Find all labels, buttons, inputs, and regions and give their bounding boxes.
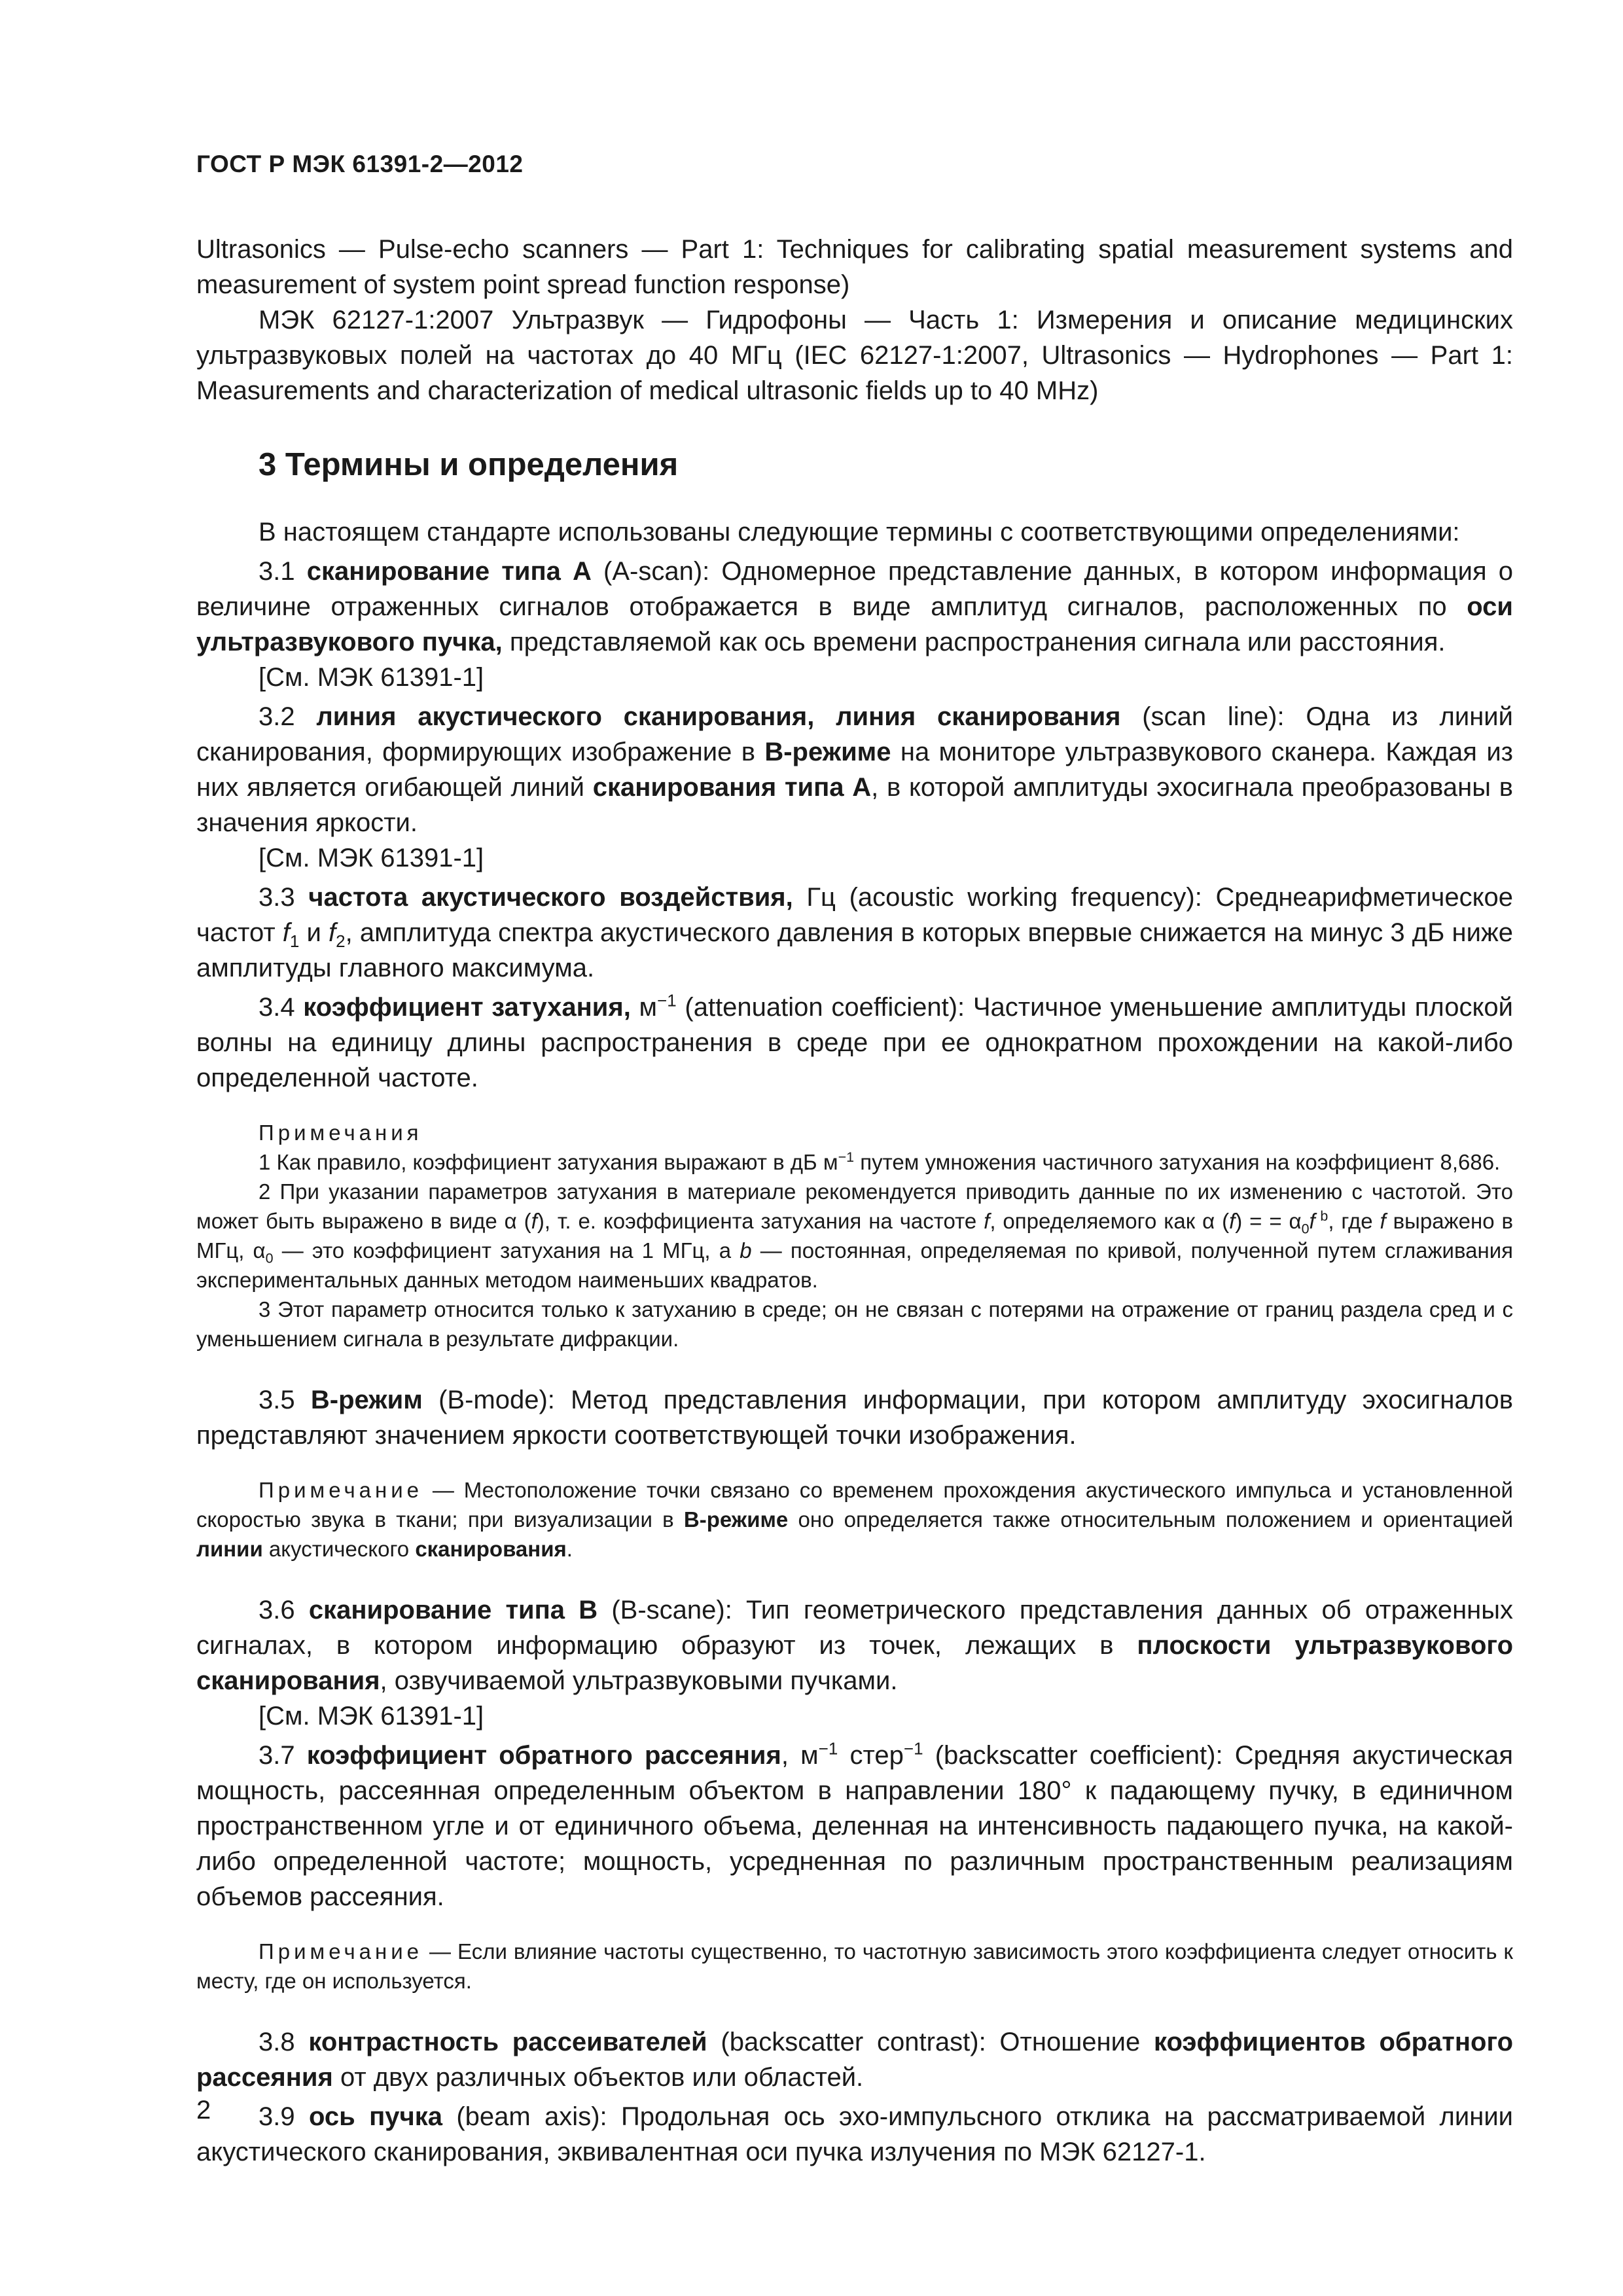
note-1: 1 Как правило, коэффициент затухания выражают в дБ $м^{-1}$ путем умножения частичного затухания на коэффициент 8,686. [259,1149,1501,1174]
term-3-9: 3.9 ось пучка (beam axis): Продольная ось эхо-импульсного отклика на рассматриваемой линии акустического сканирования, эквивалентная оси пучка излучения по МЭК 62127-1. [196,2102,1514,2166]
page-number: 2 [196,2096,211,2125]
document-page [196,151,1513,2170]
section-intro: В настоящем стандарте использованы следующие термины с соответствующими определениями: [259,518,1460,547]
note-3-5: Примечание — Местоположение точки связано со временем прохождения акустического импульса и установленной скоростью звука в ткани; при визуализации в В-режиме оно определяется также относительным положением и ориентацией линии акустического сканирования. [196,1478,1513,1561]
term-3-7: 3.7 коэффициент обратного рассеяния, $м^{-1}$ стер$^{-1}$ (backscatter coefficient): Средняя акустическая мощность, рассеянная определенным объектом в направлении 180° к падающему пучку, в единичном пространственном угле и от единичного объема, деленная на интенсивность падающего пучка, на какой-либо определенной частоте; мощность, усредненная по различным пространственным реализациям объемов рассеяния. [196,1738,1513,1911]
document-header: ГОСТ Р МЭК 61391-2—2012 [196,151,524,177]
reference-paragraph: МЭК 62127-1:2007 Ультразвук — Гидрофоны — Часть 1: Измерения и описание медицинских ультразвуковых полей на частотах до 40 МГц (IEC 62127-1:2007, Ultrasonics — Hydrophones — Part 1: Measurements and characterization of medical ultrasonic fields up to 40 MHz) [196,306,1513,405]
see-reference: [См. МЭК 61391-1] [259,844,484,872]
term-3-2: 3.2 линия акустического сканирования, линия сканирования (scan line): Одна из линий сканирования, формирующих изображение в В-режиме на мониторе ультразвукового сканера. Каждая из них является огибающей линий сканирования типа А, в которой амплитуды эхосигнала преобразованы в значения яркости. [196,702,1513,837]
see-reference: [См. МЭК 61391-1] [259,663,484,692]
reference-paragraph: Ultrasonics — Pulse-echo scanners — Part 1: Techniques for calibrating spatial measurement systems and measurement of system point spread function response) [196,235,1513,299]
term-3-8: 3.8 контрастность рассеивателей (backscatter contrast): Отношение коэффициентов обратного рассеяния от двух различных объектов или областей. [196,2028,1514,2092]
term-3-3: 3.3 частота акустического воздействия, Гц (acoustic working frequency): Среднеарифметическое частот $f_1$ и $f_2$, амплитуда спектра акустического давления в которых впервые снижается на минус 3 дБ ниже амплитуды главного максимума. [196,883,1514,982]
see-reference: [См. МЭК 61391-1] [259,1702,484,1731]
note-3-7: Примечание — Если влияние частоты существенно, то частотную зависимость этого коэффициента следует относить к месту, где он используется. [196,1939,1513,1993]
section-title: 3 Термины и определения [259,447,679,482]
note-3: 3 Этот параметр относится только к затуханию в среде; он не связан с потерями на отражение от границ раздела сред и с уменьшением сигнала в результате дифракции. [196,1297,1513,1351]
term-3-5: 3.5 В-режим (B-mode): Метод представления информации, при котором амплитуду эхосигналов представляют значением яркости соответствующей точки изображения. [196,1386,1513,1450]
term-3-4: 3.4 коэффициент затухания, $м^{-1}$ (attenuation coefficient): Частичное уменьшение амплитуды плоской волны на единицу длины распространения в среде при ее однократном прохождении на какой-либо определенной частоте. [196,990,1513,1092]
term-3-1: 3.1 сканирование типа А (A-scan): Одномерное представление данных, в котором информация о величине отраженных сигналов отображается в виде амплитуд сигналов, расположенных по оси ультразвукового пучка, представляемой как ось времени распространения сигнала или расстояния. [196,557,1513,656]
note-2: 2 При указании параметров затухания в материале рекомендуется приводить данные по их изменению с частотой. Это может быть выражено в виде α (f), т. е. коэффициента затухания на частоте f, определяемого как α (f) = = $\alpha_0f$ $^b$, где f выражено в МГц, $\alpha_0$ — это коэффициент затухания на 1 МГц, а b — постоянная, определяемая по кривой, полученной путем сглаживания экспериментальных данных методом наименьших квадратов. [196,1179,1513,1292]
notes-heading: Примечания [259,1121,423,1145]
term-3-6: 3.6 сканирование типа В (B-scane): Тип геометрического представления данных об отраженных сигналах, в котором информацию образуют из точек, лежащих в плоскости ультразвукового сканирования, озвучиваемой ультразвуковыми пучками. [196,1596,1513,1695]
